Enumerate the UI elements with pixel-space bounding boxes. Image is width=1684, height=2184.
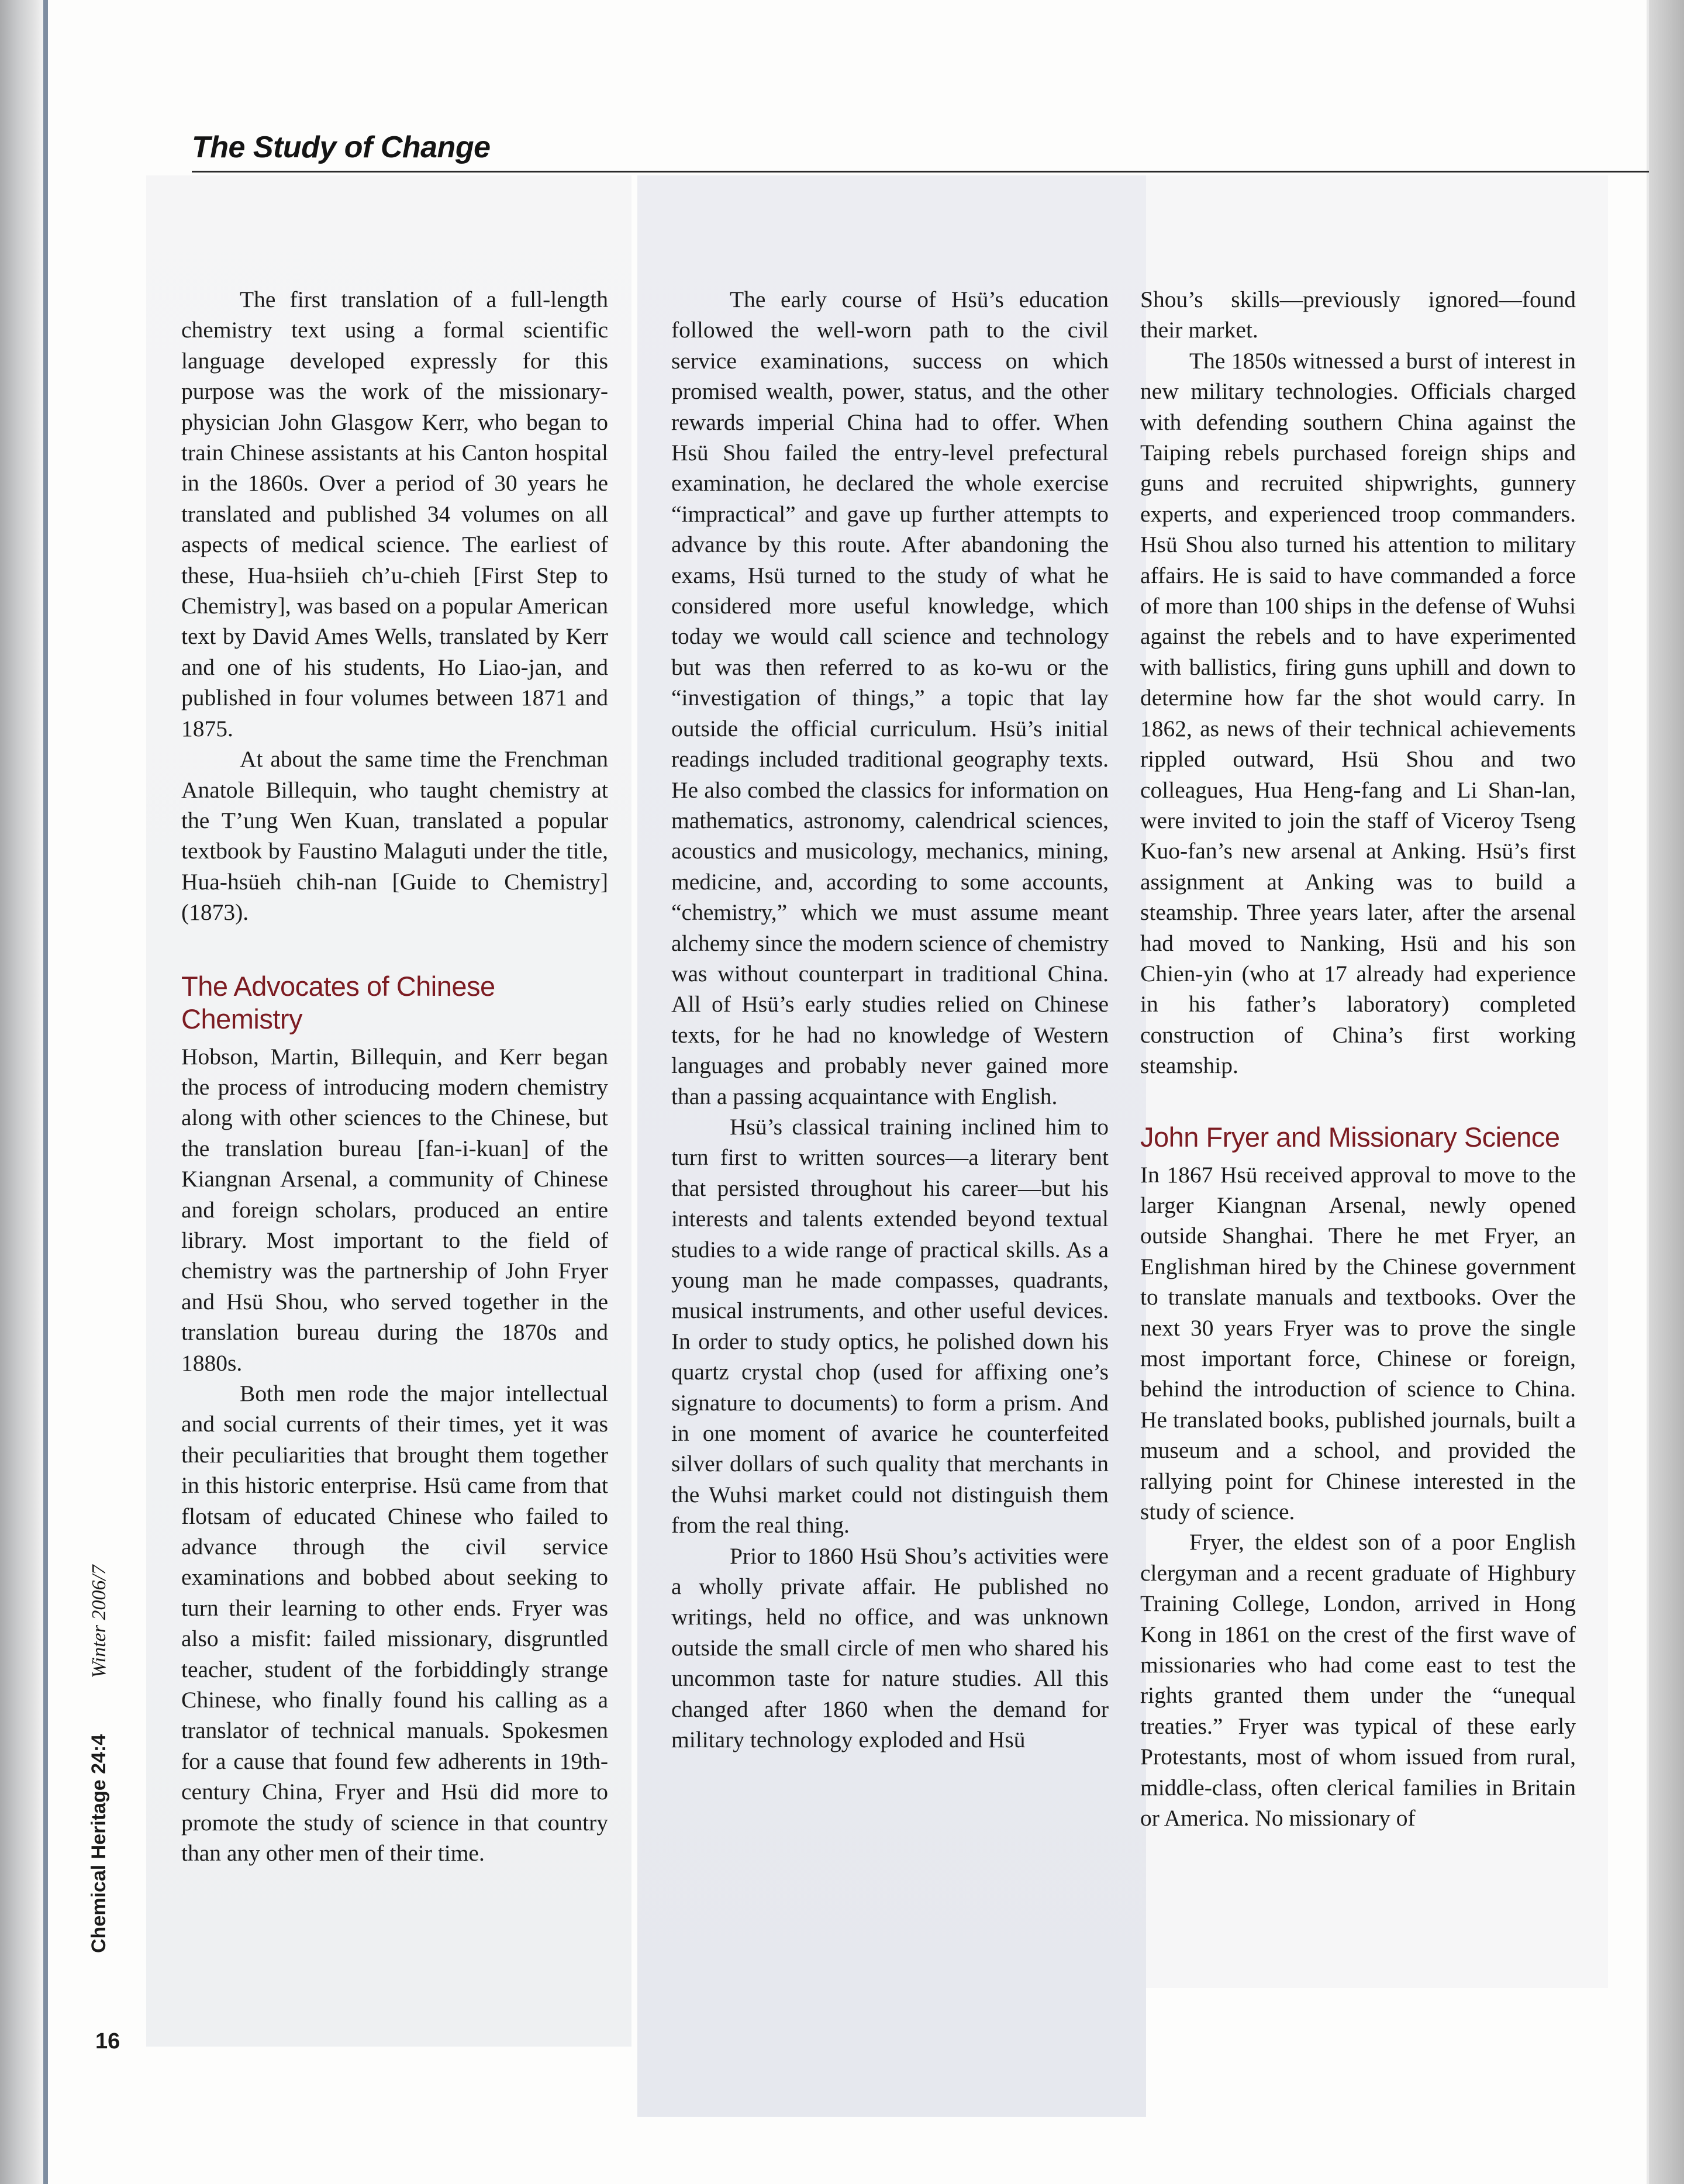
paragraph: The early course of Hsü’s education followed the well-worn path to the civil service examinations, success on which promised wealth, power, status, and the other rewards imperial China had to offer. When Hsü Shou failed the entry-level prefectural examination, he declared the whole exercise “impractical” and gave up further attempts to advance by this route. After abandoning the exams, Hsü turned to the study of what he considered more useful knowledge, which today we would call science and technology but was then referred to as ko-wu or the “investigation of things,” a topic that lay outside the official curriculum. Hsü’s initial readings included traditional geography texts. He also combed the classics for information on mathematics, astronomy, calendrical sciences, acoustics and musicology, mechanics, mining, medicine, and, according to some accounts, “chemistry,” which we must assume meant alchemy since the modern science of chemistry was without counterpart in traditional China. All of Hsü’s early studies relied on Chinese texts, for he had no knowledge of Western languages and probably never gained more than a passing acquaintance with English.	[671, 287, 1109, 1109]
paragraph: Fryer, the eldest son of a poor English clergyman and a recent graduate of Highbury Training College, London, arrived in Hong Kong in 1861 on the crest of the first wave of missionaries who had come east to test the rights granted them under the “unequal treaties.” Fryer was typical of these early Protestants, most of whom issued from rural, middle-class, often clerical families in Britain or America. No missionary of	[1140, 1529, 1576, 1831]
journal-name: Chemical Heritage 24:4	[88, 1734, 110, 1953]
page-number: 16	[95, 2029, 120, 2054]
column-1	[181, 284, 608, 1869]
column-3	[1140, 284, 1576, 1834]
issue-date: Winter 2006/7	[88, 1565, 110, 1678]
paragraph: Hobson, Martin, Billequin, and Kerr began the process of introducing modern chemistry along with other sciences to the Chinese, but the translation bureau [fan-i-kuan] of the Kiangnan Arsenal, a community of Chinese and foreign scholars, produced an entire library. Most important to the field of chemistry was the partnership of John Fryer and Hsü Shou, who served together in the translation bureau during the 1870s and 1880s.	[181, 1043, 608, 1376]
paragraph: Both men rode the major intellectual and social currents of their times, yet it was their peculiarities that brought them together in this historic enterprise. Hsü came from that flotsam of educated Chinese who failed to advance through the civil service examinations and bobbed about seeking to turn their learning to other ends. Fryer was also a misfit: failed missionary, disgruntled teacher, student of the forbiddingly strange Chinese, who finally found his calling as a translator of technical manuals. Spokesmen for a cause that found few adherents in 19th-century China, Fryer and Hsü did more to promote the study of science in that country than any other men of their time.	[181, 1381, 608, 1866]
paragraph: Shou’s skills—previously ignored—found their market.	[1140, 287, 1576, 343]
running-title: The Study of Change	[192, 130, 491, 164]
section-heading: The Advocates of Chinese Chemistry	[181, 970, 495, 1034]
scan-right-margin	[1649, 0, 1684, 2184]
paragraph: Hsü’s classical training inclined him to turn first to written sources—a literary bent that persisted throughout his career—but his interests and talents extended beyond textual studies to a wide range of practical skills. As a young man he made compasses, quadrants, musical instruments, and other useful devices. In order to study optics, he polished down his quartz crystal chop (used for affixing one’s signature to documents) to form a prism. And in one moment of avarice he counterfeited silver dollars of such quality that merchants in the Wuhsi market could not distinguish them from the real thing.	[671, 1113, 1109, 1538]
paragraph: Prior to 1860 Hsü Shou’s activities were a wholly private affair. He published no writings, held no office, and was unknown outside the small circle of men who shared his uncommon taste for nature studies. All this changed after 1860 when the demand for military technology exploded and Hsü	[671, 1543, 1109, 1753]
vertical-footer	[88, 1565, 111, 1953]
header-rule	[192, 171, 1649, 172]
scan-left-margin	[0, 0, 43, 2184]
column-2	[671, 284, 1109, 1755]
paragraph: In 1867 Hsü received approval to move to the larger Kiangnan Arsenal, newly opened outside Shanghai. There he met Fryer, an Englishman hired by the Chinese government to translate manuals and textbooks. Over the next 30 years Fryer was to prove the single most important force, Chinese or foreign, behind the introduction of science to China. He translated books, published journals, built a museum and a school, and provided the rallying point for Chinese interested in the study of science.	[1140, 1161, 1576, 1525]
paragraph: At about the same time the Frenchman Anatole Billequin, who taught chemistry at the T’ung Wen Kuan, translated a popular textbook by Faustino Malaguti under the title, Hua-hsüeh chih-nan [Guide to Chemistry] (1873).	[181, 746, 608, 926]
page-left-edge	[43, 0, 48, 2184]
section-heading: John Fryer and Missionary Science	[1140, 1121, 1560, 1153]
paragraph: The 1850s witnessed a burst of interest in new military technologies. Officials charged with defending southern China against the Taiping rebels purchased foreign ships and guns and recruited shipwrights, gunnery experts, and experienced troop commanders. Hsü Shou also turned his attention to military affairs. He is said to have commanded a force of more than 100 ships in the defense of Wuhsi against the rebels and to have experimented with ballistics, firing guns uphill and down to determine how far the shot would carry. In 1862, as news of their technical achievements rippled outward, Hsü Shou and two colleagues, Hua Heng-fang and Li Shan-lan, were invited to join the staff of Viceroy Tseng Kuo-fan’s new arsenal at Anking. Hsü’s first assignment at Anking was to build a steamship. Three years later, after the arsenal had moved to Nanking, Hsü and his son Chien-yin (who at 17 already had experience in his father’s laboratory) completed construction of China’s first working steamship.	[1140, 347, 1576, 1079]
paragraph: The first translation of a full-length chemistry text using a formal scientific language developed expressly for this purpose was the work of the missionary-physician John Glasgow Kerr, who began to train Chinese assistants at his Canton hospital in the 1860s. Over a period of 30 years he translated and published 34 volumes on all aspects of medical science. The earliest of these, Hua-hsiieh ch’u-chieh [First Step to Chemistry], was based on a popular American text by David Ames Wells, translated by Kerr and one of his students, Ho Liao-jan, and published in four volumes between 1871 and 1875.	[181, 287, 608, 741]
